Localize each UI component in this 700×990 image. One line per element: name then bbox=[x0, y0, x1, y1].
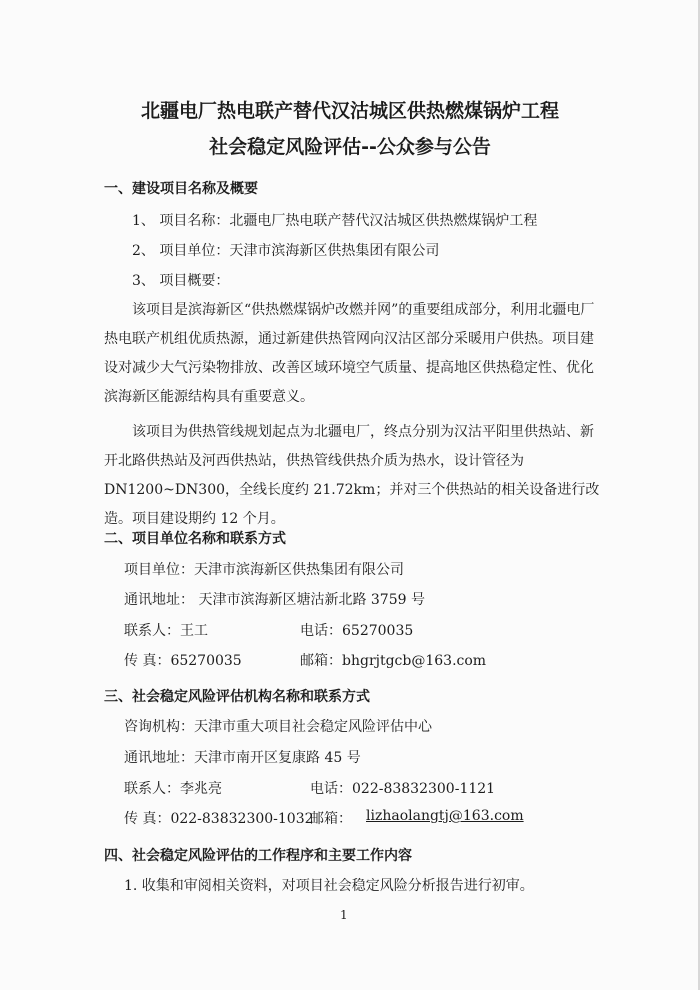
page-number: 1 bbox=[340, 908, 348, 922]
org-contact-person: 联系人：李兆亮 bbox=[124, 781, 222, 797]
section-1-heading: 一、建设项目名称及概要 bbox=[104, 181, 258, 197]
section-3-heading: 三、社会稳定风险评估机构名称和联系方式 bbox=[104, 689, 370, 705]
project-name-item: 1、 项目名称：北疆电厂热电联产替代汉沽城区供热燃煤锅炉工程 bbox=[132, 213, 538, 229]
unit-line: 项目单位：天津市滨海新区供热集团有限公司 bbox=[124, 562, 404, 578]
document-subtitle: 社会稳定风险评估--公众参与公告 bbox=[209, 136, 491, 158]
org-fax: 传 真：022-83832300-1032 bbox=[124, 811, 314, 827]
project-unit-item: 2、 项目单位：天津市滨海新区供热集团有限公司 bbox=[132, 243, 440, 259]
org-address-line: 通讯地址：天津市南开区复康路 45 号 bbox=[124, 750, 361, 766]
unit-email: 邮箱：bhgrjtgcb@163.com bbox=[300, 653, 487, 669]
procedure-item-1: 1. 收集和审阅相关资料，对项目社会稳定风险分析报告进行初审。 bbox=[124, 878, 534, 894]
section-2-heading: 二、项目单位名称和联系方式 bbox=[104, 531, 286, 547]
overview-paragraph-2: 该项目为供热管线规划起点为北疆电厂，终点分别为汉沽平阳里供热站、新开北路供热站及河西供热站，供热管线供热介质为热水，设计管径为 DN1200~DN300，全线长度约 21.72km；并对三个供热站的相关设备进行改造。项目建设期约 12 个月。 bbox=[104, 424, 600, 527]
unit-address-line: 通讯地址： 天津市滨海新区塘沽新北路 3759 号 bbox=[124, 592, 425, 608]
org-phone: 电话：022-83832300-1121 bbox=[310, 781, 496, 797]
section-4-heading: 四、社会稳定风险评估的工作程序和主要工作内容 bbox=[104, 848, 412, 864]
org-line: 咨询机构：天津市重大项目社会稳定风险评估中心 bbox=[124, 719, 432, 735]
unit-contact-person: 联系人：王工 bbox=[124, 623, 208, 639]
overview-paragraph-1: 该项目是滨海新区“供热燃煤锅炉改燃并网”的重要组成部分，利用北疆电厂热电联产机组优质热源，通过新建供热管网向汉沽区部分采暖用户供热。项目建设对减少大气污染物排放、改善区域环境空气质量、提高地区供热稳定性、优化滨海新区能源结构具有重要意义。 bbox=[104, 302, 595, 405]
unit-phone: 电话：65270035 bbox=[300, 623, 414, 639]
org-email-link[interactable]: lizhaolangtj@163.com bbox=[366, 808, 524, 824]
org-email-label: 邮箱： bbox=[310, 811, 352, 827]
document-title: 北疆电厂热电联产替代汉沽城区供热燃煤锅炉工程 bbox=[140, 100, 559, 122]
project-overview-item: 3、 项目概要： bbox=[132, 273, 230, 289]
unit-fax: 传 真：65270035 bbox=[124, 653, 242, 669]
